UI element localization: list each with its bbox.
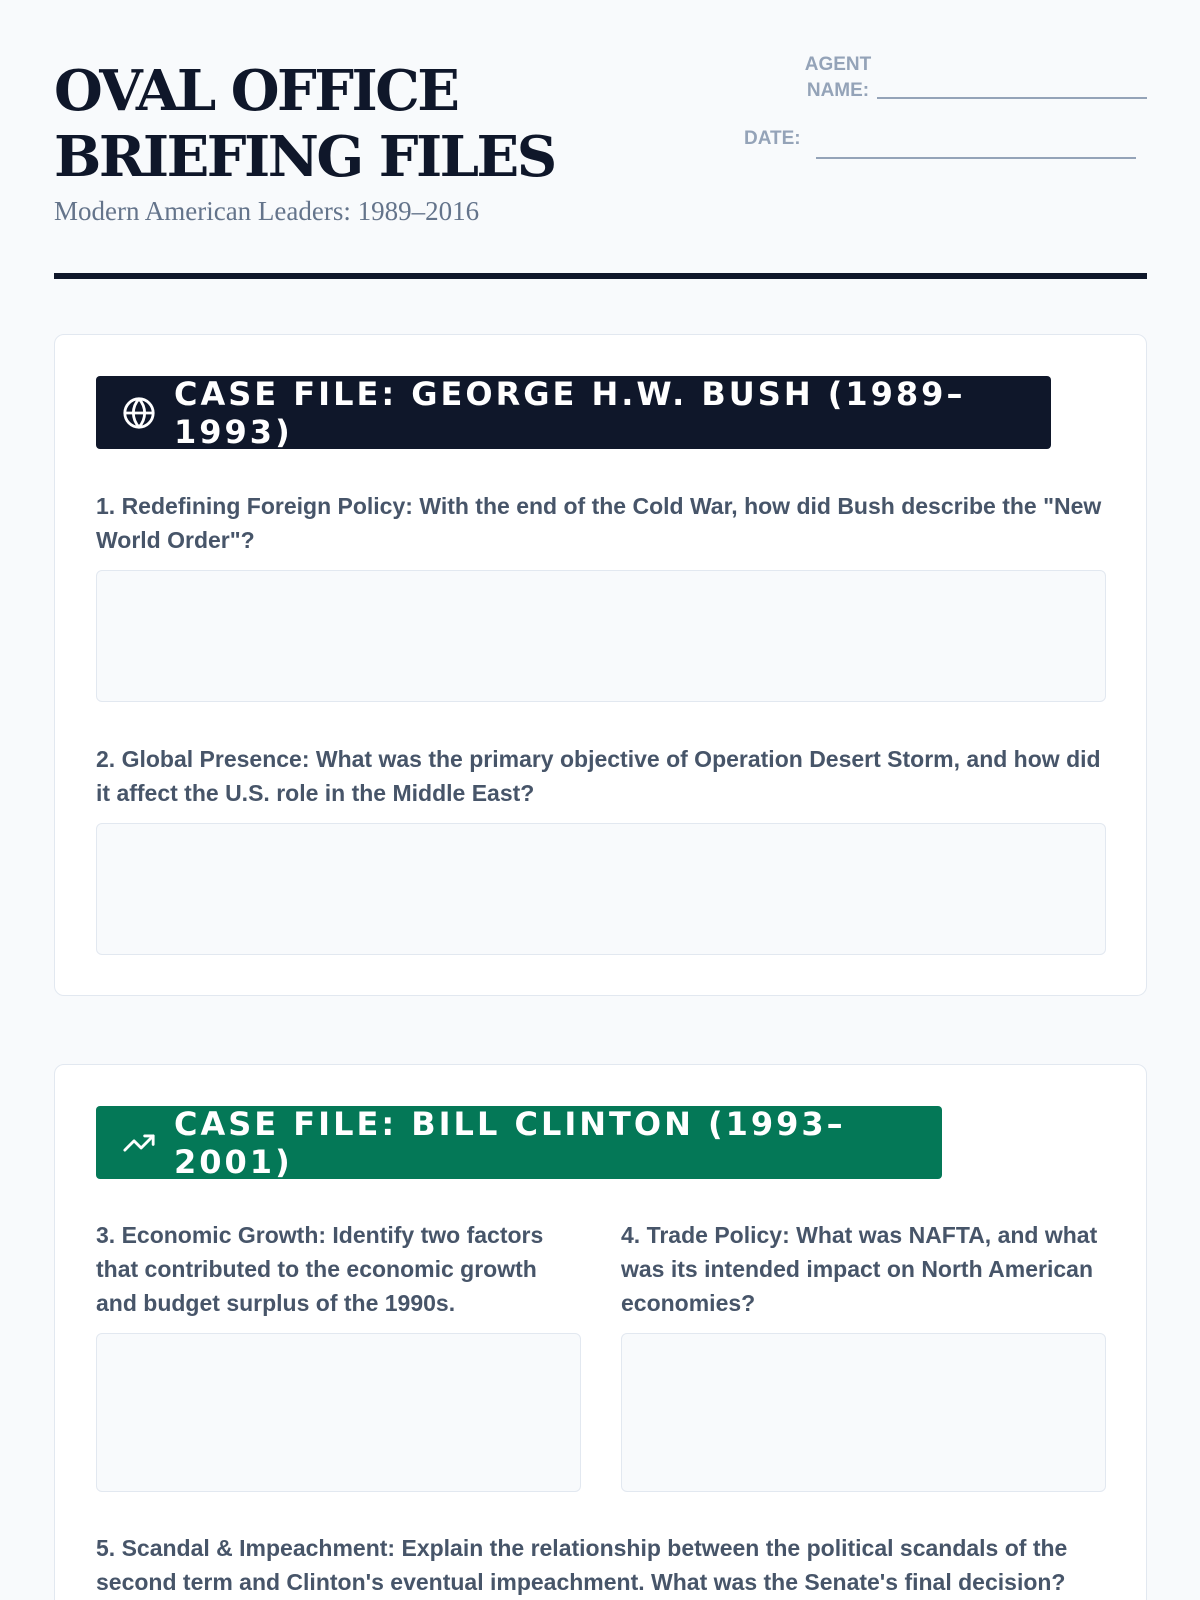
question-4: 4. Trade Policy: What was NAFTA, and what was its intended impact on North American economies? [621,1222,1098,1316]
date-label: DATE: [744,128,801,149]
question-5: 5. Scandal & Impeachment: Explain the relationship between the political scandals of the second term and Clinton's eventual impeachment. What was the Senate's final decision? [96,1535,1068,1595]
case-file-banner-clinton [96,1106,942,1179]
agent-name-label-line1: AGENT [804,54,872,75]
agent-name-label [794,52,882,104]
date-field[interactable] [816,157,1136,159]
answer-box-1[interactable] [96,570,1106,702]
case-file-title: CASE FILE: BILL CLINTON (1993–2001) [174,1104,846,1181]
answer-box-3[interactable] [96,1333,581,1492]
trending-up-icon [122,1126,156,1160]
case-file-title: CASE FILE: GEORGE H.W. BUSH (1989–1993) [174,374,966,451]
question-2: 2. Global Presence: What was the primary objective of Operation Desert Storm, and how did it affect the U.S. role in the Middle East? [96,746,1101,806]
agent-name-label-line2: NAME: [806,80,870,101]
agent-name-field[interactable] [877,97,1147,99]
question-3: 3. Economic Growth: Identify two factors that contributed to the economic growth and budget surplus of the 1990s. [96,1222,544,1316]
case-file-banner-bush [96,376,1051,449]
globe-icon [122,396,156,430]
case-file-bush [54,334,1147,996]
answer-box-4[interactable] [621,1333,1106,1492]
question-1: 1. Redefining Foreign Policy: With the end of the Cold War, how did Bush describe the "New World Order"? [96,493,1102,553]
page-title: OVAL OFFICE BRIEFING FILES [54,58,555,190]
header-divider [54,273,1147,279]
worksheet-header [54,0,1147,283]
answer-box-2[interactable] [96,823,1106,955]
page-subtitle: Modern American Leaders: 1989–2016 [54,196,480,226]
case-file-clinton [54,1064,1147,1600]
worksheet-page [54,0,1147,1595]
